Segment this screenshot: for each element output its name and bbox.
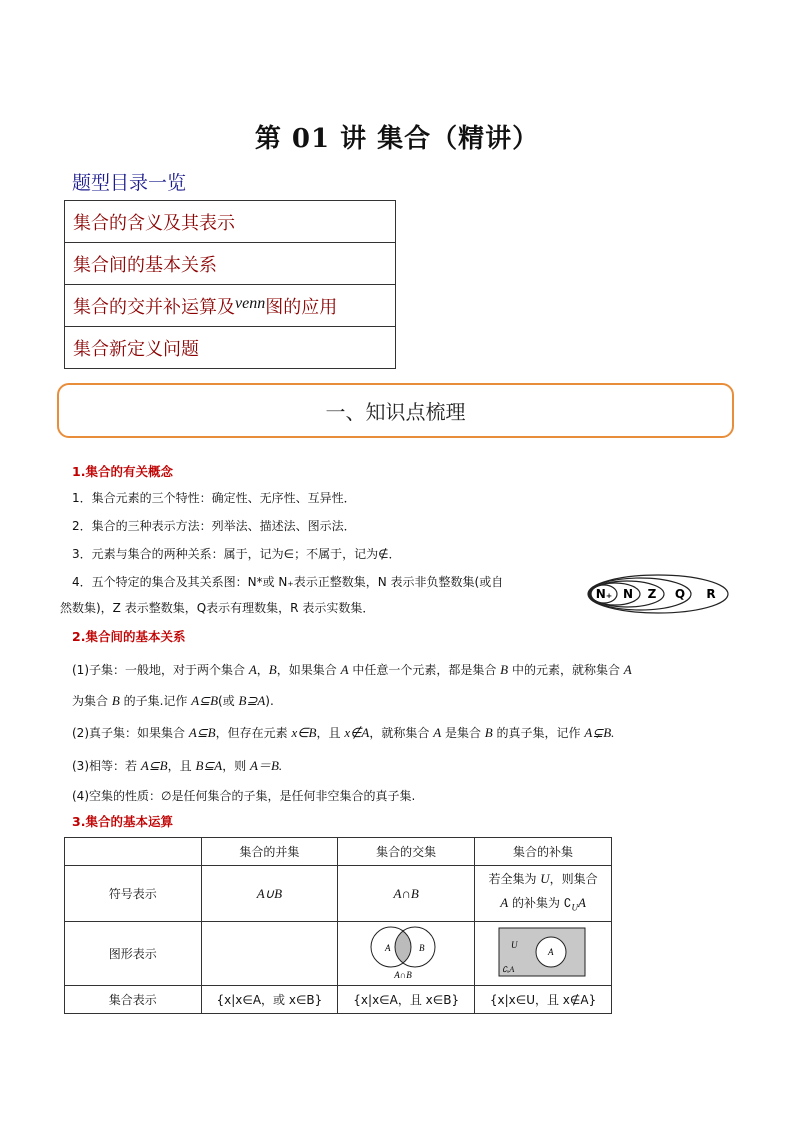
section-3-heading: 3.集合的基本运算 (72, 814, 173, 829)
figure-union-empty (201, 922, 338, 986)
toc-table (64, 200, 396, 369)
set-intersection: {x|x∈A，且 x∈B} (338, 986, 475, 1014)
header-empty (65, 838, 202, 866)
s2-para-1a: (1)子集：一般地，对于两个集合 A，B，如果集合 A 中任意一个元素，都是集合 B 中的元素，就称集合 A (72, 662, 632, 677)
header-union: 集合的并集 (201, 838, 338, 866)
venn-label-a: A (385, 943, 391, 953)
venn-label-ab: A∩B (394, 970, 412, 980)
page-title: 第 01 讲 集合（精讲） (254, 124, 540, 154)
row-figure-label: 图形表示 (65, 922, 202, 986)
complement-label-u: U (511, 940, 518, 950)
row-set-label: 集合表示 (65, 986, 202, 1014)
toc-item-3-text-b: 图的应用 (265, 296, 338, 318)
complement-venn (497, 925, 589, 979)
toc-item-3-venn: venn (235, 294, 266, 312)
s1-line-1: 1．集合元素的三个特性：确定性、无序性、互异性． (72, 491, 356, 505)
label-n-plus: N₊ (595, 587, 613, 601)
header-complement: 集合的补集 (475, 838, 612, 866)
s2-para-4: (4)空集的性质：∅是任何集合的子集，是任何非空集合的真子集. (72, 789, 416, 803)
symbol-union: A∪B (201, 866, 338, 922)
header-intersection: 集合的交集 (338, 838, 475, 866)
set-complement: {x|x∈U，且 x∉A} (475, 986, 612, 1014)
row-symbol-label: 符号表示 (65, 866, 202, 922)
figure-complement (475, 922, 612, 986)
intersection-venn (361, 922, 451, 982)
set-operations-table (64, 837, 612, 1014)
label-z: Z (647, 587, 657, 601)
label-q: Q (674, 587, 686, 601)
s2-para-1b: 为集合 B 的子集.记作 A⊆B(或 B⊇A). (72, 693, 274, 708)
set-union: {x|x∈A，或 x∈B} (201, 986, 338, 1014)
symbol-intersection: A∩B (338, 866, 475, 922)
venn-label-b: B (419, 943, 425, 953)
label-r: R (706, 587, 716, 601)
figure-intersection (338, 922, 475, 986)
toc-item-2[interactable]: 集合间的基本关系 (65, 243, 396, 285)
s2-para-3: (3)相等：若 A⊆B，且 B⊆A，则 A＝B. (72, 758, 283, 773)
section-2-heading: 2.集合间的基本关系 (72, 629, 186, 644)
symbol-complement: 若全集为 U，则集合 A 的补集为 $∁_UA$ (475, 866, 612, 922)
complement-label-cua: ∁ᵤA (502, 965, 515, 974)
toc-item-3-text-a: 集合的交并补运算及 (73, 296, 235, 318)
s1-line-4: 4．五个特定的集合及其关系图：N*或 N₊表示正整数集，N 表示非负整数集(或自 (72, 575, 504, 589)
toc-item-1[interactable]: 集合的含义及其表示 (65, 201, 396, 243)
s2-para-2: (2)真子集：如果集合 A⊆B，但存在元素 x∈B，且 x∉A，就称集合 A 是集合 B 的真子集，记作 A⊊B. (72, 725, 615, 740)
section-1-heading: 1.集合的有关概念 (72, 464, 173, 479)
complement-label-a: A (548, 947, 554, 957)
toc-heading: 题型目录一览 (72, 172, 187, 194)
label-n: N (622, 587, 634, 601)
s1-line-5: 然数集)，Z 表示整数集，Q表示有理数集，R 表示实数集． (60, 601, 375, 615)
toc-item-4[interactable]: 集合新定义问题 (65, 327, 396, 369)
toc-item-3[interactable] (65, 285, 396, 327)
number-sets-venn-diagram (585, 573, 730, 615)
s1-line-3: 3．元素与集合的两种关系：属于，记为∈；不属于，记为∉． (72, 547, 401, 561)
section-banner: 一、知识点梳理 (57, 383, 734, 438)
s1-line-2: 2．集合的三种表示方法：列举法、描述法、图示法． (72, 519, 356, 533)
